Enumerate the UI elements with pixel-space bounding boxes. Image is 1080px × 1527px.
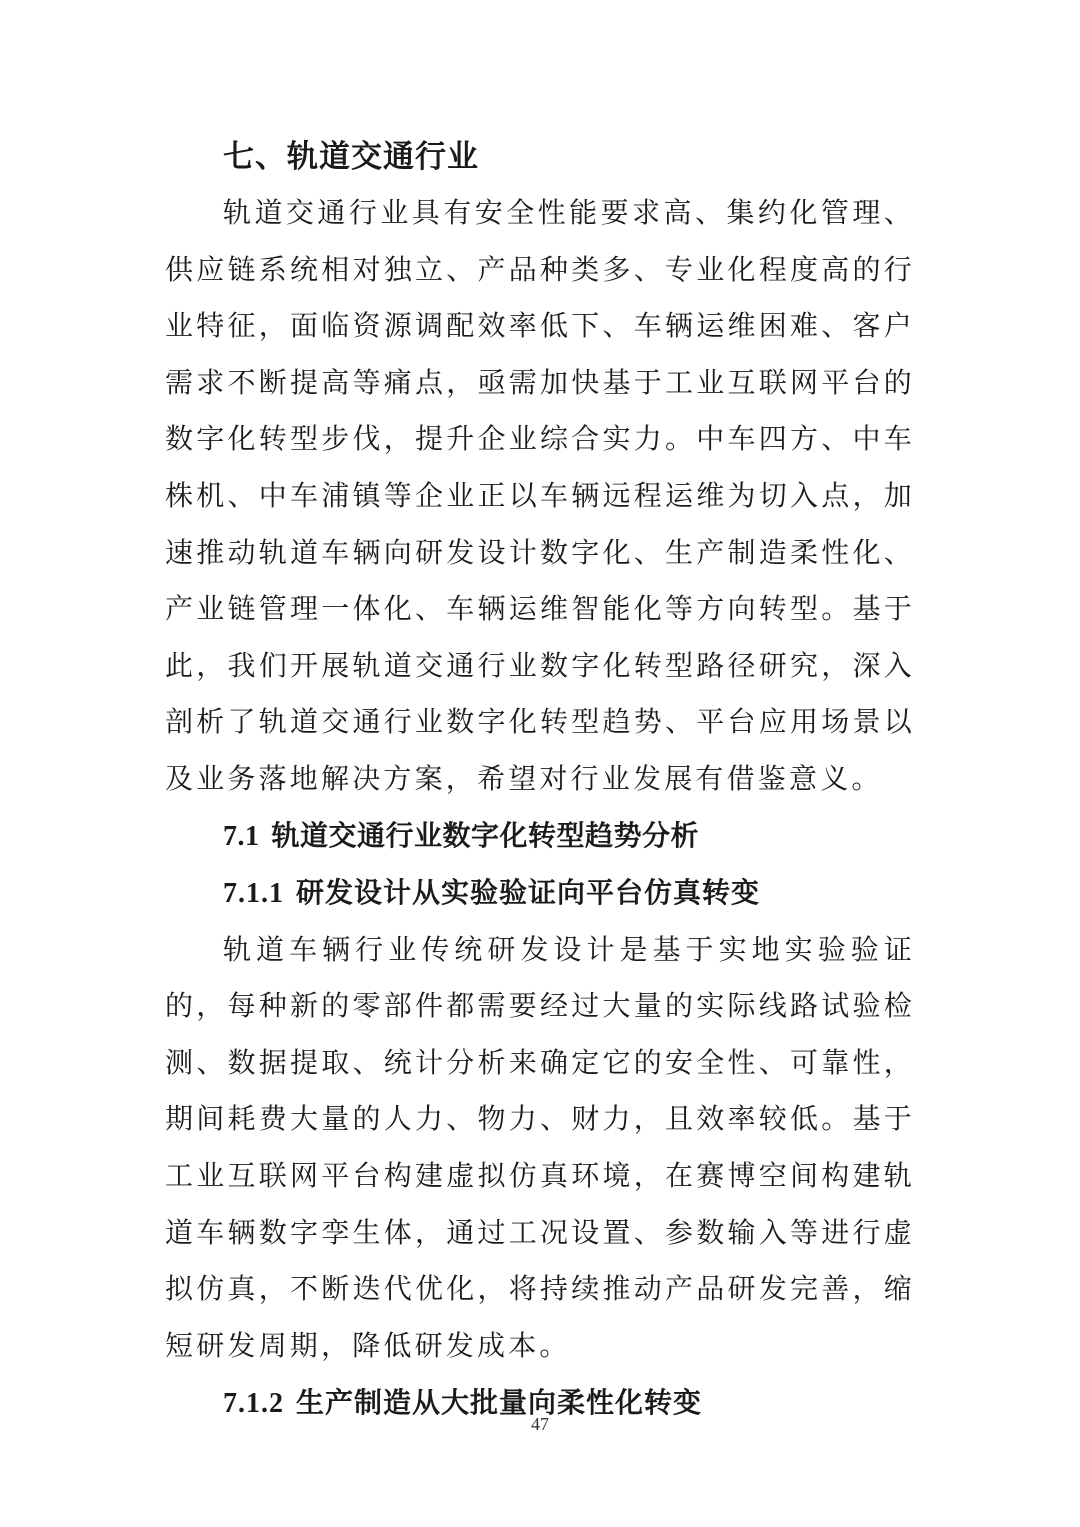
subsection-number: 7.1 — [223, 820, 260, 852]
subsubsection-heading-1 — [165, 864, 915, 922]
subsubsection-title-2: 生产制造从大批量向柔性化转变 — [296, 1386, 703, 1420]
subsection-title: 轨道交通行业数字化转型趋势分析 — [271, 818, 700, 852]
subsubsection-title-1: 研发设计从实验验证向平台仿真转变 — [296, 875, 761, 909]
page-content — [165, 130, 915, 1432]
section-title: 七、轨道交通行业 — [223, 139, 479, 175]
subsubsection-number-2: 7.1.2 — [223, 1388, 284, 1420]
subsubsection-number-1: 7.1.1 — [223, 877, 284, 909]
body-paragraph-1: 轨道车辆行业传统研发设计是基于实地实验验证的，每种新的零部件都需要经过大量的实际线路试验检测、数据提取、统计分析来确定它的安全性、可靠性，期间耗费大量的人力、物力、财力，且效率较低。基于工业互联网平台构建虚拟仿真环境，在赛博空间构建轨道车辆数字孪生体，通过工况设置、参数输入等进行虚拟仿真，不断迭代优化，将持续推动产品研发完善，缩短研发周期，降低研发成本。 — [165, 932, 915, 1362]
subsection-heading — [165, 808, 915, 864]
intro-paragraph: 轨道交通行业具有安全性能要求高、集约化管理、供应链系统相对独立、产品种类多、专业化程度高的行业特征，面临资源调配效率低下、车辆运维困难、客户需求不断提高等痛点，亟需加快基于工业互联网平台的数字化转型步伐，提升企业综合实力。中车四方、中车株机、中车浦镇等企业正以车辆远程运维为切入点，加速推动轨道车辆向研发设计数字化、生产制造柔性化、产业链管理一体化、车辆运维智能化等方向转型。基于此，我们开展轨道交通行业数字化转型路径研究，深入剖析了轨道交通行业数字化转型趋势、平台应用场景以及业务落地解决方案，希望对行业发展有借鉴意义。 — [165, 196, 915, 795]
page-number: 47 — [531, 1414, 549, 1434]
